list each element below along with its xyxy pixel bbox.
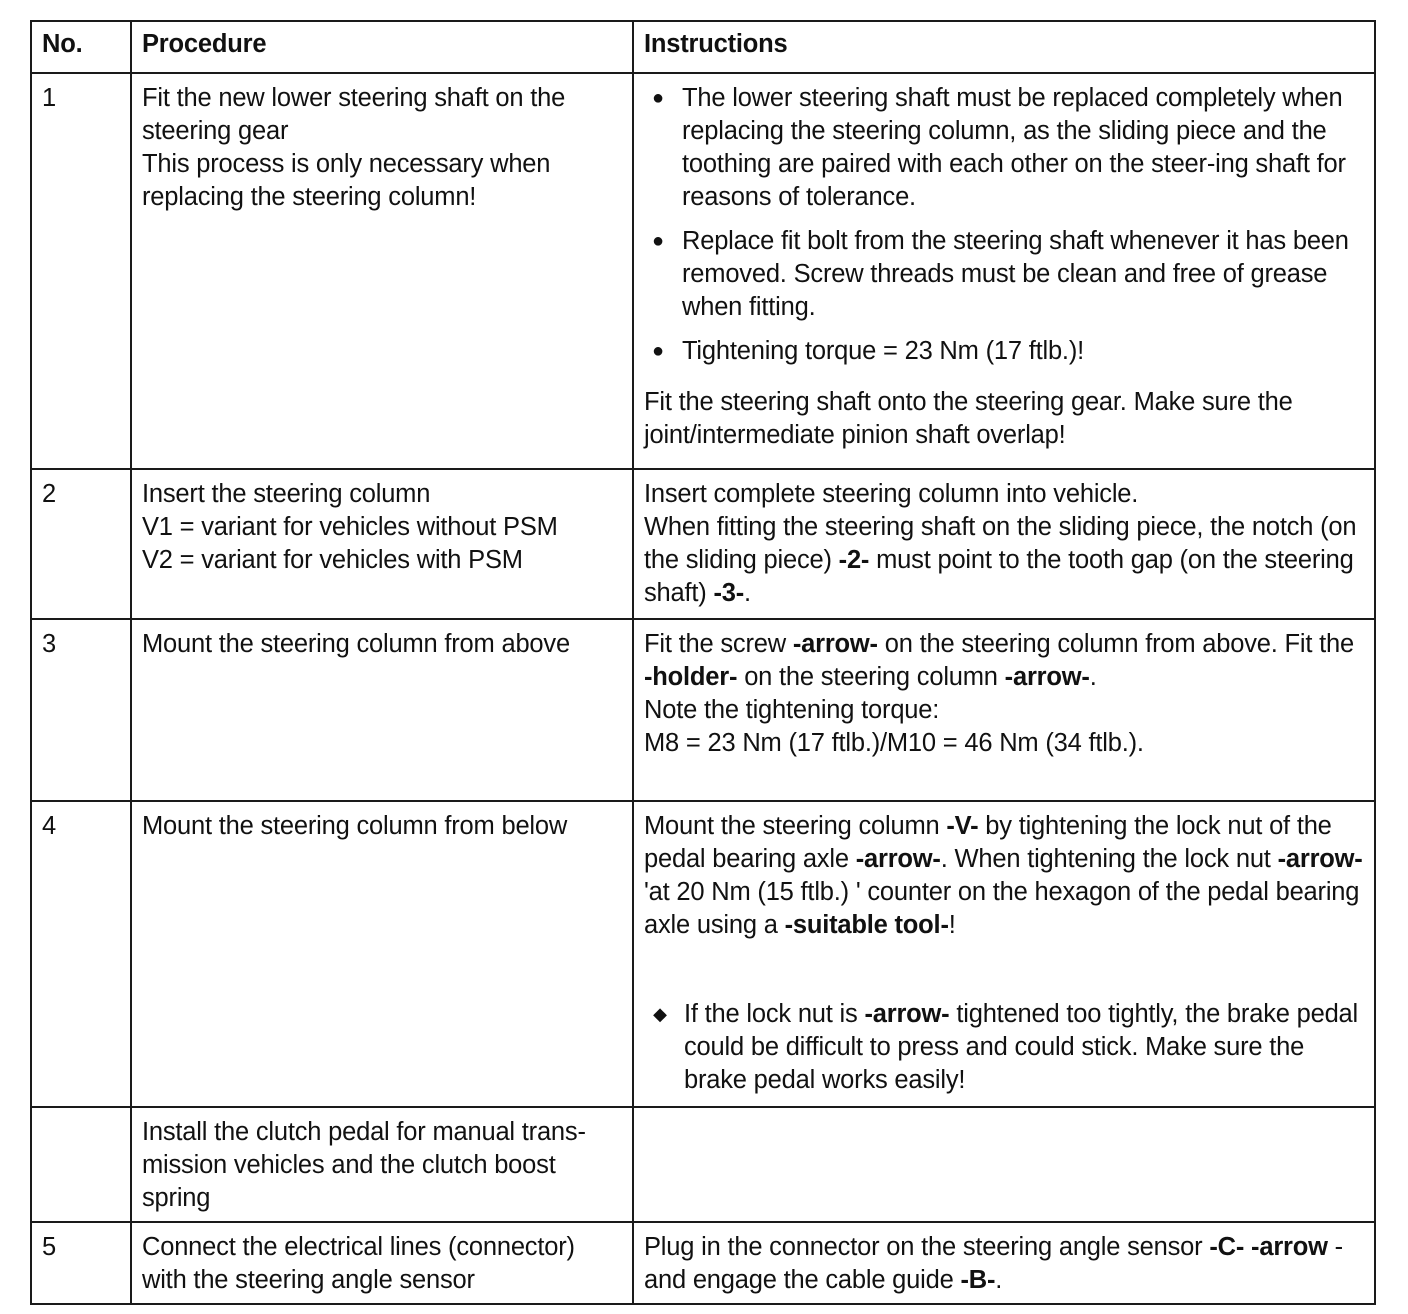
procedure-cell: [131, 801, 633, 1107]
table-header-row: [31, 21, 1375, 73]
instruction-text: must point to the tooth gap (on the steering shaft): [644, 546, 1354, 607]
ref-label: -3-: [713, 579, 745, 607]
instruction-text: by tightening the lock nut of the pedal bearing axle: [644, 812, 1332, 873]
ref-label: -arrow-: [792, 630, 878, 658]
instruction-text: - and engage the cable guide: [644, 1233, 1343, 1294]
instruction-text: Fit the steering shaft onto the steering gear. Make sure the joint/intermediate pinion shaft overlap!: [644, 388, 1293, 449]
ref-label: -holder-: [644, 663, 738, 691]
step-number: 2: [31, 469, 131, 619]
bullet-icon: ●: [652, 230, 664, 252]
header-no: No.: [31, 21, 131, 73]
instruction-text: 'at 20 Nm (15 ftlb.) ' counter on the hexagon of the pedal bearing axle using a: [644, 878, 1360, 939]
step-number: 1: [31, 73, 131, 469]
instruction-text: tightened too tightly, the brake pedal could be difficult to press and could stick. Make sure the brake pedal works easily!: [684, 1000, 1359, 1094]
instruction-text: on the steering column: [737, 663, 1005, 691]
instruction-bullet: [644, 335, 1364, 368]
instruction-paragraph: [644, 810, 1364, 942]
procedure-line: Mount the steering column from below: [142, 812, 568, 840]
ref-label: -B-: [960, 1266, 996, 1294]
ref-label: -suitable tool-: [784, 911, 949, 939]
ref-label: -arrow-: [1004, 663, 1090, 691]
procedure-table: [30, 20, 1376, 1305]
table-row: [31, 1107, 1375, 1222]
procedure-line: Mount the steering column from above: [142, 630, 570, 658]
procedure-line: Connect the electrical lines (connector): [142, 1233, 575, 1261]
instructions-cell: [633, 801, 1375, 1107]
instruction-text: Plug in the connector on the steering angle sensor: [644, 1233, 1210, 1261]
instruction-text: M8 = 23 Nm (17 ftlb.)/M10 = 46 Nm (34 ftlb.).: [644, 729, 1144, 757]
instruction-text: [1244, 1233, 1251, 1261]
ref-label: -arrow-: [855, 845, 941, 873]
instruction-text: When fitting the steering shaft on the sliding piece, the notch (on the sliding piece): [644, 513, 1357, 574]
step-number: 5: [31, 1222, 131, 1304]
instruction-text: .: [744, 579, 751, 607]
instruction-bullet-list: [644, 82, 1364, 368]
procedure-line: steering gear: [142, 117, 289, 145]
procedure-line: V1 = variant for vehicles without PSM: [142, 513, 558, 541]
bullet-text: Tightening torque = 23 Nm (17 ftlb.)!: [682, 337, 1084, 365]
procedure-cell: [131, 1222, 633, 1304]
table-row: [31, 1222, 1375, 1304]
table-row: [31, 619, 1375, 801]
caution-list: [644, 998, 1364, 1097]
instruction-text: . When tightening the lock nut: [940, 845, 1278, 873]
instruction-text: Note the tightening torque:: [644, 696, 940, 724]
instruction-text: .: [1089, 663, 1097, 691]
procedure-cell: [131, 73, 633, 469]
procedure-line: This process is only necessary when: [142, 150, 551, 178]
ref-label: -2-: [838, 546, 870, 574]
ref-label: -C-: [1209, 1233, 1245, 1261]
bullet-text: The lower steering shaft must be replaced completely when replacing the steering column, as the sliding piece and the toothing are paired with each other on the steer-ing shaft for reasons of tolerance.: [682, 84, 1346, 211]
procedure-line: Fit the new lower steering shaft on the: [142, 84, 566, 112]
caution-item: [644, 998, 1364, 1097]
instruction-text: on the steering column from above. Fit the: [877, 630, 1355, 658]
instructions-cell: [633, 1222, 1375, 1304]
header-instructions: Instructions: [633, 21, 1375, 73]
instruction-text: Insert complete steering column into vehicle.: [644, 480, 1139, 508]
instruction-text: Mount the steering column: [644, 812, 947, 840]
instruction-text: If the lock nut is: [684, 1000, 865, 1028]
table-row: [31, 469, 1375, 619]
procedure-line: with the steering angle sensor: [142, 1266, 475, 1294]
instruction-text: !: [948, 911, 956, 939]
bullet-text: Replace fit bolt from the steering shaft whenever it has been removed. Screw threads must be clean and free of grease when fitting.: [682, 227, 1349, 321]
instructions-cell: [633, 619, 1375, 801]
procedure-line: spring: [142, 1184, 211, 1212]
procedure-line: Install the clutch pedal for manual trans-: [142, 1118, 586, 1146]
bullet-icon: ●: [652, 87, 664, 109]
table-row: [31, 73, 1375, 469]
procedure-line: replacing the steering column!: [142, 183, 477, 211]
ref-label: -arrow-: [864, 1000, 950, 1028]
instructions-cell: [633, 469, 1375, 619]
instruction-bullet: [644, 82, 1364, 214]
procedure-line: Insert the steering column: [142, 480, 431, 508]
procedure-cell: [131, 1107, 633, 1222]
instruction-bullet: [644, 225, 1364, 324]
bullet-icon: ●: [652, 340, 664, 362]
ref-label: -arrow-: [1277, 845, 1363, 873]
table-row: [31, 801, 1375, 1107]
header-procedure: Procedure: [131, 21, 633, 73]
step-number: [31, 1107, 131, 1222]
step-number: 3: [31, 619, 131, 801]
diamond-bullet-icon: ◆: [653, 1004, 667, 1024]
instruction-text: .: [995, 1266, 1003, 1294]
procedure-cell: [131, 469, 633, 619]
instructions-cell: [633, 73, 1375, 469]
ref-label: -arrow: [1251, 1233, 1328, 1261]
procedure-line: mission vehicles and the clutch boost: [142, 1151, 556, 1179]
instructions-cell: [633, 1107, 1375, 1222]
ref-label: -V-: [946, 812, 979, 840]
procedure-cell: [131, 619, 633, 801]
instruction-text: Fit the screw: [644, 630, 793, 658]
step-number: 4: [31, 801, 131, 1107]
procedure-line: V2 = variant for vehicles with PSM: [142, 546, 523, 574]
